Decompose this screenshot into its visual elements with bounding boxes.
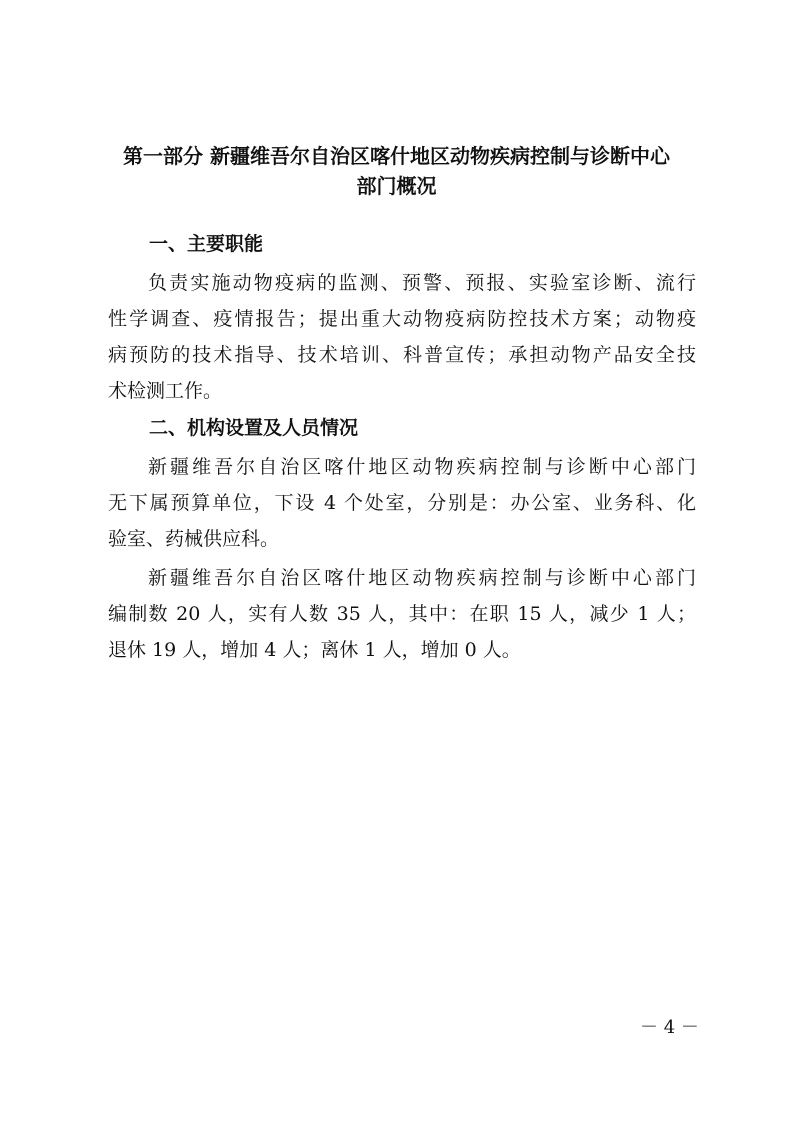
section-heading-main-functions: 一、主要职能: [149, 233, 264, 255]
paragraph-line: 术检测工作。: [108, 380, 223, 402]
paragraph-line: 负责实施动物疫病的监测、预警、预报、实验室诊断、流行: [148, 272, 696, 294]
section-heading-organization: 二、机构设置及人员情况: [149, 417, 359, 439]
paragraph-staffing: [108, 560, 696, 668]
paragraph-line: 验室、药械供应科。: [108, 528, 280, 550]
paragraph-organization: [108, 449, 696, 557]
paragraph-line: 病预防的技术指导、技术培训、科普宣传；承担动物产品安全技: [108, 344, 696, 366]
document-title: [100, 141, 693, 201]
paragraph-line: 无下属预算单位，下设 4 个处室，分别是：办公室、业务科、化: [108, 492, 696, 514]
title-line-1: 第一部分 新疆维吾尔自治区喀什地区动物疾病控制与诊断中心: [123, 144, 670, 168]
paragraph-main-functions: [108, 265, 696, 409]
paragraph-line: 新疆维吾尔自治区喀什地区动物疾病控制与诊断中心部门: [148, 567, 696, 589]
paragraph-line: 性学调查、疫情报告；提出重大动物疫病防控技术方案；动物疫: [108, 308, 696, 330]
paragraph-line: 编制数 20 人，实有人数 35 人，其中：在职 15 人，减少 1 人；: [108, 603, 696, 625]
page-number: － 4 －: [640, 1017, 699, 1038]
title-line-2: 部门概况: [356, 174, 437, 198]
paragraph-line: 退休 19 人，增加 4 人；离休 1 人，增加 0 人。: [108, 639, 521, 661]
paragraph-line: 新疆维吾尔自治区喀什地区动物疾病控制与诊断中心部门: [148, 456, 696, 478]
